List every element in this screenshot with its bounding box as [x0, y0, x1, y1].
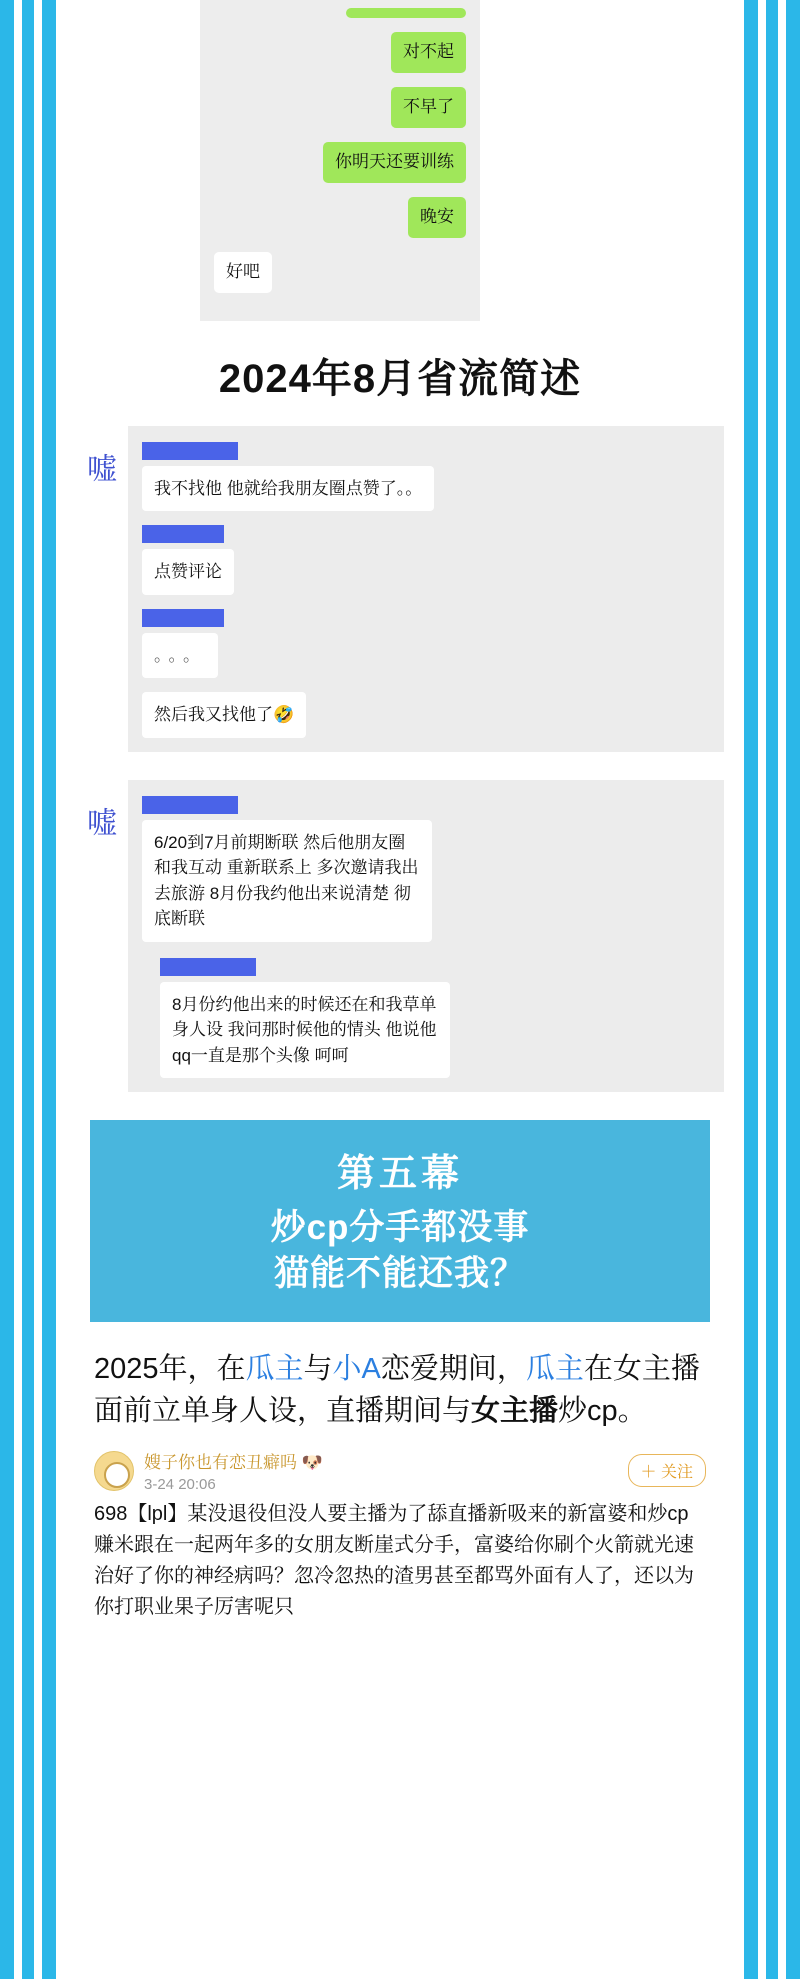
chat-row: [214, 87, 466, 128]
redaction-bar: [142, 442, 238, 460]
shot-message: 。。。: [142, 633, 218, 679]
post-timestamp: 3-24 20:06: [144, 1476, 216, 1494]
content-inner: [56, 0, 744, 1623]
redaction-bar: [142, 796, 238, 814]
post-meta: [134, 1448, 628, 1493]
post-header: [94, 1448, 706, 1493]
decorative-stripe-gap-left-2: [34, 0, 42, 1979]
narrative-highlight-1: 瓜主: [245, 1353, 304, 1386]
evidence-screenshot-2: [76, 780, 724, 1093]
decorative-stripe-gap-right-2: [758, 0, 766, 1979]
act-banner: [90, 1120, 710, 1322]
narrative-part-3: 恋爱期间，: [380, 1353, 526, 1386]
shot-label: 嘘: [87, 806, 117, 840]
post-author: 嫂子你也有恋丑癖吗 🐶: [144, 1453, 323, 1473]
embedded-post: [76, 1448, 724, 1623]
chat-row: [214, 32, 466, 73]
content-column: [56, 0, 744, 1979]
narrative-part-1: 2025年，在: [94, 1353, 246, 1386]
chat-bubble: 对不起: [391, 32, 466, 73]
shot-panel: [128, 780, 724, 1093]
redaction-bar: [142, 609, 224, 627]
act-title: 第五幕: [336, 1153, 463, 1196]
chat-screenshot-top: [200, 0, 480, 321]
shot-message: 我不找他 他就给我朋友圈点赞了。。: [142, 466, 434, 512]
narrative-highlight-2: 小A: [332, 1353, 381, 1386]
avatar: [94, 1451, 134, 1491]
redaction-bar: [142, 525, 224, 543]
chat-bubble: 你明天还要训练: [323, 142, 466, 183]
decorative-stripe-gap-left: [14, 0, 22, 1979]
chat-bubble: 晚安: [408, 197, 466, 238]
narrative-paragraph: [76, 1348, 724, 1432]
chat-row: [214, 252, 466, 293]
narrative-part-2: 与: [303, 1353, 333, 1386]
chat-bubble: 好吧: [214, 252, 272, 293]
chat-row: [214, 142, 466, 183]
chat-bubble-partial: [346, 8, 466, 18]
follow-button[interactable]: ＋ 关注: [628, 1454, 706, 1487]
chat-row: [214, 8, 466, 18]
act-line-1: 炒cp分手都没事: [270, 1208, 530, 1248]
shot-message: 6/20到7月前期断联 然后他朋友圈和我互动 重新联系上 多次邀请我出去旅游 8月份我约他出来说清楚 彻底断联: [142, 820, 432, 942]
narrative-highlight-4: 女主播: [471, 1395, 559, 1428]
shot-panel: [128, 426, 724, 752]
shot-message: 8月份约他出来的时候还在和我草单身人设 我问那时候他的情头 他说他qq一直是那个头像 呵呵: [160, 982, 450, 1079]
shot-label: 嘘: [87, 452, 117, 486]
narrative-highlight-3: 瓜主: [525, 1353, 584, 1386]
post-body: 698【lpl】某没退役但没人要主播为了舔直播新吸来的新富婆和炒cp赚米跟在一起两年多的女朋友断崖式分手，富婆给你刷个火箭就光速治好了你的神经病吗？忽冷忽热的渣男甚至都骂外面有人了，还以为你打职业果子厉害呢只: [94, 1503, 694, 1619]
chat-row: [214, 197, 466, 238]
shot-message: 然后我又找他了🤣: [142, 692, 306, 738]
narrative-part-5: 炒cp。: [558, 1395, 647, 1428]
decorative-stripe-gap-right: [778, 0, 786, 1979]
evidence-screenshot-1: [76, 426, 724, 752]
section-headline: 2024年8月省流简述: [218, 356, 582, 401]
shot-message: 点赞评论: [142, 549, 234, 595]
chat-bubble: 不早了: [391, 87, 466, 128]
redaction-bar: [160, 958, 256, 976]
narrative-part-4: 在女主播面前立单身人设，直播期间与: [94, 1353, 700, 1428]
act-line-2: 猫能不能还我？: [273, 1253, 526, 1293]
